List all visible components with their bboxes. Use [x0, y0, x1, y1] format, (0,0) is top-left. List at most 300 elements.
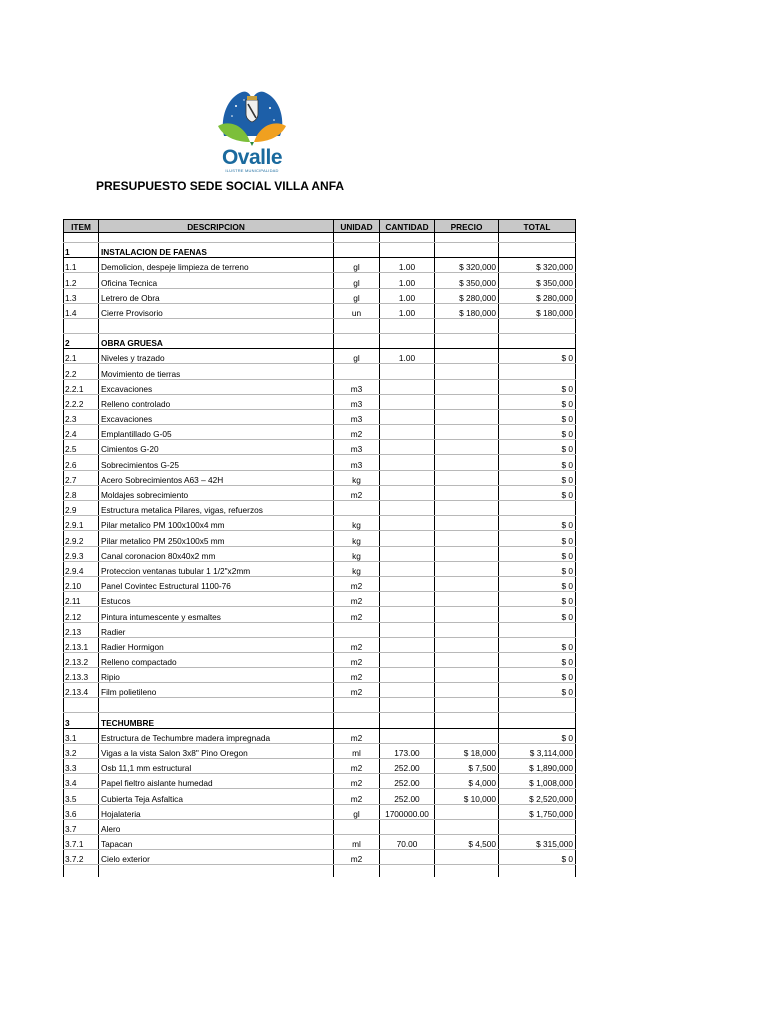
total-cell — [499, 501, 576, 516]
quantity-cell — [380, 440, 435, 455]
price-cell — [435, 440, 499, 455]
description-cell: INSTALACION DE FAENAS — [99, 243, 334, 258]
price-cell: $ 7,500 — [435, 759, 499, 774]
total-cell — [499, 713, 576, 728]
description-cell: Ripio — [99, 668, 334, 683]
unit-cell: m2 — [334, 576, 380, 591]
description-cell: Cierre Provisorio — [99, 303, 334, 318]
price-cell — [435, 485, 499, 500]
quantity-cell — [380, 865, 435, 878]
item-cell — [64, 698, 99, 713]
item-cell: 3.6 — [64, 804, 99, 819]
unit-cell — [334, 364, 380, 379]
unit-cell: kg — [334, 516, 380, 531]
unit-cell: kg — [334, 561, 380, 576]
table-row — [64, 379, 576, 394]
item-cell: 3.1 — [64, 728, 99, 743]
table-row — [64, 743, 576, 758]
total-cell: $ 0 — [499, 652, 576, 667]
unit-cell — [334, 333, 380, 348]
unit-cell: kg — [334, 546, 380, 561]
description-cell: Osb 11,1 mm estructural — [99, 759, 334, 774]
total-cell: $ 0 — [499, 470, 576, 485]
total-cell: $ 0 — [499, 394, 576, 409]
price-cell: $ 4,000 — [435, 774, 499, 789]
price-cell — [435, 683, 499, 698]
table-row — [64, 470, 576, 485]
item-cell: 2.5 — [64, 440, 99, 455]
total-cell: $ 1,890,000 — [499, 759, 576, 774]
item-cell: 2.13.3 — [64, 668, 99, 683]
quantity-cell: 1.00 — [380, 258, 435, 273]
item-cell — [64, 233, 99, 243]
table-row — [64, 652, 576, 667]
description-cell: Relleno controlado — [99, 394, 334, 409]
table-row — [64, 683, 576, 698]
description-cell: Radier Hormigon — [99, 637, 334, 652]
description-cell: Demolicion, despeje limpieza de terreno — [99, 258, 334, 273]
table-row — [64, 804, 576, 819]
unit-cell — [334, 501, 380, 516]
table-row — [64, 288, 576, 303]
table-row — [64, 258, 576, 273]
price-cell — [435, 470, 499, 485]
price-cell — [435, 379, 499, 394]
price-cell — [435, 349, 499, 364]
price-cell — [435, 637, 499, 652]
unit-cell: kg — [334, 531, 380, 546]
total-cell: $ 0 — [499, 531, 576, 546]
item-cell: 1.3 — [64, 288, 99, 303]
item-cell: 2.1 — [64, 349, 99, 364]
unit-cell: m2 — [334, 485, 380, 500]
unit-cell: gl — [334, 804, 380, 819]
item-cell: 2.8 — [64, 485, 99, 500]
description-cell: Acero Sobrecimientos A63 – 42H — [99, 470, 334, 485]
item-cell: 3 — [64, 713, 99, 728]
unit-cell: m2 — [334, 425, 380, 440]
table-row — [64, 834, 576, 849]
total-cell: $ 0 — [499, 607, 576, 622]
table-row — [64, 531, 576, 546]
item-cell — [64, 865, 99, 878]
unit-cell: gl — [334, 258, 380, 273]
table-row — [64, 774, 576, 789]
price-cell — [435, 318, 499, 333]
logo-subtitle: ILUSTRE MUNICIPALIDAD — [225, 168, 279, 173]
price-cell — [435, 622, 499, 637]
description-cell: Niveles y trazado — [99, 349, 334, 364]
unit-cell: kg — [334, 470, 380, 485]
item-cell: 2.10 — [64, 576, 99, 591]
total-cell — [499, 243, 576, 258]
price-cell — [435, 409, 499, 424]
quantity-cell — [380, 728, 435, 743]
item-cell: 3.7.1 — [64, 834, 99, 849]
price-cell — [435, 394, 499, 409]
unit-cell: m2 — [334, 789, 380, 804]
unit-cell — [334, 819, 380, 834]
unit-cell: gl — [334, 273, 380, 288]
item-cell: 2.3 — [64, 409, 99, 424]
total-cell: $ 0 — [499, 516, 576, 531]
unit-cell — [334, 713, 380, 728]
quantity-cell — [380, 561, 435, 576]
column-header-total: TOTAL — [499, 220, 576, 233]
budget-table — [63, 219, 576, 877]
total-cell: $ 280,000 — [499, 288, 576, 303]
total-cell: $ 320,000 — [499, 258, 576, 273]
description-cell: Estructura de Techumbre madera impregnada — [99, 728, 334, 743]
item-cell: 2.2.2 — [64, 394, 99, 409]
total-cell: $ 1,008,000 — [499, 774, 576, 789]
spacer-row — [64, 318, 576, 333]
description-cell: Excavaciones — [99, 409, 334, 424]
unit-cell: m2 — [334, 683, 380, 698]
description-cell: Pilar metalico PM 100x100x4 mm — [99, 516, 334, 531]
price-cell — [435, 713, 499, 728]
quantity-cell: 252.00 — [380, 774, 435, 789]
item-cell: 2.13 — [64, 622, 99, 637]
quantity-cell: 70.00 — [380, 834, 435, 849]
unit-cell — [334, 865, 380, 878]
unit-cell: ml — [334, 743, 380, 758]
item-cell: 3.7.2 — [64, 850, 99, 865]
quantity-cell — [380, 546, 435, 561]
item-cell: 2.4 — [64, 425, 99, 440]
total-cell: $ 0 — [499, 683, 576, 698]
total-cell: $ 0 — [499, 576, 576, 591]
column-header-unit: UNIDAD — [334, 220, 380, 233]
table-row — [64, 349, 576, 364]
quantity-cell — [380, 668, 435, 683]
table-row — [64, 622, 576, 637]
table-row — [64, 364, 576, 379]
price-cell — [435, 546, 499, 561]
total-cell — [499, 622, 576, 637]
price-cell — [435, 698, 499, 713]
price-cell — [435, 531, 499, 546]
total-cell: $ 0 — [499, 485, 576, 500]
quantity-cell — [380, 531, 435, 546]
description-cell: Cielo exterior — [99, 850, 334, 865]
item-cell: 2.11 — [64, 592, 99, 607]
table-row — [64, 546, 576, 561]
column-header-quantity: CANTIDAD — [380, 220, 435, 233]
quantity-cell — [380, 364, 435, 379]
unit-cell — [334, 233, 380, 243]
table-row — [64, 668, 576, 683]
item-cell: 2.9.2 — [64, 531, 99, 546]
table-row — [64, 501, 576, 516]
total-cell — [499, 819, 576, 834]
budget-table-body — [64, 233, 576, 878]
total-cell: $ 2,520,000 — [499, 789, 576, 804]
total-cell: $ 0 — [499, 850, 576, 865]
quantity-cell — [380, 850, 435, 865]
quantity-cell — [380, 501, 435, 516]
quantity-cell — [380, 576, 435, 591]
table-row — [64, 455, 576, 470]
description-cell: Cubierta Teja Asfaltica — [99, 789, 334, 804]
description-cell: Movimiento de tierras — [99, 364, 334, 379]
quantity-cell — [380, 592, 435, 607]
table-row — [64, 759, 576, 774]
total-cell: $ 315,000 — [499, 834, 576, 849]
description-cell: Proteccion ventanas tubular 1 1/2"x2mm — [99, 561, 334, 576]
unit-cell — [334, 243, 380, 258]
item-cell: 3.4 — [64, 774, 99, 789]
unit-cell: m2 — [334, 850, 380, 865]
quantity-cell — [380, 819, 435, 834]
price-cell — [435, 850, 499, 865]
quantity-cell — [380, 333, 435, 348]
item-cell: 2.9.3 — [64, 546, 99, 561]
item-cell: 2.9.4 — [64, 561, 99, 576]
quantity-cell: 1700000.00 — [380, 804, 435, 819]
price-cell: $ 350,000 — [435, 273, 499, 288]
description-cell: Moldajes sobrecimiento — [99, 485, 334, 500]
column-header-item: ITEM — [64, 220, 99, 233]
total-cell: $ 350,000 — [499, 273, 576, 288]
table-row — [64, 394, 576, 409]
price-cell — [435, 668, 499, 683]
total-cell — [499, 233, 576, 243]
unit-cell: m2 — [334, 592, 380, 607]
price-cell: $ 180,000 — [435, 303, 499, 318]
spacer-row — [64, 233, 576, 243]
quantity-cell — [380, 470, 435, 485]
item-cell: 3.3 — [64, 759, 99, 774]
total-cell — [499, 333, 576, 348]
quantity-cell — [380, 622, 435, 637]
total-cell — [499, 318, 576, 333]
item-cell: 2.2 — [64, 364, 99, 379]
quantity-cell — [380, 243, 435, 258]
price-cell — [435, 455, 499, 470]
description-cell: Cimientos G-20 — [99, 440, 334, 455]
table-row — [64, 516, 576, 531]
description-cell: Papel fieltro aislante humedad — [99, 774, 334, 789]
description-cell: Hojalateria — [99, 804, 334, 819]
table-row — [64, 485, 576, 500]
description-cell: Film polietileno — [99, 683, 334, 698]
quantity-cell — [380, 409, 435, 424]
quantity-cell — [380, 425, 435, 440]
item-cell — [64, 318, 99, 333]
description-cell — [99, 233, 334, 243]
spacer-row — [64, 865, 576, 878]
item-cell: 1.1 — [64, 258, 99, 273]
table-row — [64, 819, 576, 834]
total-cell: $ 0 — [499, 455, 576, 470]
total-cell: $ 0 — [499, 592, 576, 607]
description-cell: Oficina Tecnica — [99, 273, 334, 288]
section-row — [64, 713, 576, 728]
description-cell: Estucos — [99, 592, 334, 607]
unit-cell: m2 — [334, 652, 380, 667]
price-cell — [435, 243, 499, 258]
quantity-cell: 1.00 — [380, 303, 435, 318]
price-cell — [435, 333, 499, 348]
price-cell: $ 10,000 — [435, 789, 499, 804]
table-row — [64, 728, 576, 743]
total-cell: $ 0 — [499, 379, 576, 394]
price-cell — [435, 819, 499, 834]
description-cell: Excavaciones — [99, 379, 334, 394]
quantity-cell — [380, 379, 435, 394]
price-cell: $ 18,000 — [435, 743, 499, 758]
quantity-cell — [380, 455, 435, 470]
item-cell: 2.2.1 — [64, 379, 99, 394]
description-cell: Relleno compactado — [99, 652, 334, 667]
total-cell: $ 0 — [499, 637, 576, 652]
unit-cell: gl — [334, 349, 380, 364]
total-cell: $ 0 — [499, 668, 576, 683]
total-cell: $ 0 — [499, 561, 576, 576]
quantity-cell — [380, 652, 435, 667]
table-row — [64, 850, 576, 865]
quantity-cell — [380, 713, 435, 728]
price-cell — [435, 561, 499, 576]
quantity-cell — [380, 683, 435, 698]
price-cell — [435, 865, 499, 878]
unit-cell: m3 — [334, 440, 380, 455]
item-cell: 1 — [64, 243, 99, 258]
description-cell: Letrero de Obra — [99, 288, 334, 303]
item-cell: 2.6 — [64, 455, 99, 470]
price-cell — [435, 607, 499, 622]
item-cell: 3.2 — [64, 743, 99, 758]
total-cell: $ 0 — [499, 409, 576, 424]
price-cell — [435, 728, 499, 743]
total-cell — [499, 865, 576, 878]
unit-cell: m3 — [334, 394, 380, 409]
price-cell — [435, 501, 499, 516]
quantity-cell: 252.00 — [380, 789, 435, 804]
column-header-price: PRECIO — [435, 220, 499, 233]
table-row — [64, 592, 576, 607]
quantity-cell — [380, 637, 435, 652]
description-cell: Pintura intumescente y esmaltes — [99, 607, 334, 622]
description-cell — [99, 698, 334, 713]
table-row — [64, 561, 576, 576]
quantity-cell — [380, 698, 435, 713]
unit-cell: m3 — [334, 409, 380, 424]
description-cell — [99, 865, 334, 878]
price-cell — [435, 576, 499, 591]
description-cell: Canal coronacion 80x40x2 mm — [99, 546, 334, 561]
item-cell: 3.7 — [64, 819, 99, 834]
description-cell: Radier — [99, 622, 334, 637]
unit-cell: gl — [334, 288, 380, 303]
document-title: PRESUPUESTO SEDE SOCIAL VILLA ANFA — [96, 179, 345, 193]
item-cell: 3.5 — [64, 789, 99, 804]
table-row — [64, 303, 576, 318]
quantity-cell: 1.00 — [380, 273, 435, 288]
total-cell: $ 0 — [499, 349, 576, 364]
description-cell: OBRA GRUESA — [99, 333, 334, 348]
item-cell: 2.9 — [64, 501, 99, 516]
quantity-cell — [380, 607, 435, 622]
description-cell: Panel Covintec Estructural 1100-76 — [99, 576, 334, 591]
description-cell: TECHUMBRE — [99, 713, 334, 728]
section-row — [64, 333, 576, 348]
unit-cell: ml — [334, 834, 380, 849]
price-cell — [435, 516, 499, 531]
price-cell — [435, 592, 499, 607]
total-cell: $ 180,000 — [499, 303, 576, 318]
item-cell: 2.7 — [64, 470, 99, 485]
item-cell: 2.12 — [64, 607, 99, 622]
table-row — [64, 789, 576, 804]
price-cell: $ 4,500 — [435, 834, 499, 849]
table-row — [64, 607, 576, 622]
table-row — [64, 273, 576, 288]
total-cell: $ 0 — [499, 546, 576, 561]
unit-cell: un — [334, 303, 380, 318]
column-header-description: DESCRIPCION — [99, 220, 334, 233]
section-row — [64, 243, 576, 258]
item-cell: 2.13.1 — [64, 637, 99, 652]
unit-cell: m2 — [334, 728, 380, 743]
table-row — [64, 637, 576, 652]
item-cell: 2.13.2 — [64, 652, 99, 667]
description-cell — [99, 318, 334, 333]
table-row — [64, 425, 576, 440]
total-cell: $ 1,750,000 — [499, 804, 576, 819]
description-cell: Pilar metalico PM 250x100x5 mm — [99, 531, 334, 546]
spacer-row — [64, 698, 576, 713]
quantity-cell — [380, 233, 435, 243]
item-cell: 1.4 — [64, 303, 99, 318]
price-cell — [435, 652, 499, 667]
quantity-cell: 173.00 — [380, 743, 435, 758]
price-cell: $ 320,000 — [435, 258, 499, 273]
quantity-cell — [380, 394, 435, 409]
description-cell: Sobrecimientos G-25 — [99, 455, 334, 470]
unit-cell: m2 — [334, 668, 380, 683]
total-cell — [499, 698, 576, 713]
price-cell — [435, 364, 499, 379]
description-cell: Tapacan — [99, 834, 334, 849]
price-cell — [435, 233, 499, 243]
total-cell: $ 0 — [499, 425, 576, 440]
total-cell: $ 3,114,000 — [499, 743, 576, 758]
price-cell — [435, 425, 499, 440]
table-row — [64, 576, 576, 591]
item-cell: 2.13.4 — [64, 683, 99, 698]
quantity-cell — [380, 516, 435, 531]
unit-cell — [334, 318, 380, 333]
description-cell: Vigas a la vista Salon 3x8" Pino Oregon — [99, 743, 334, 758]
unit-cell: m2 — [334, 607, 380, 622]
item-cell: 2.9.1 — [64, 516, 99, 531]
unit-cell: m2 — [334, 759, 380, 774]
quantity-cell: 1.00 — [380, 349, 435, 364]
total-cell — [499, 364, 576, 379]
price-cell — [435, 804, 499, 819]
item-cell: 1.2 — [64, 273, 99, 288]
item-cell: 2 — [64, 333, 99, 348]
unit-cell — [334, 622, 380, 637]
quantity-cell — [380, 485, 435, 500]
price-cell: $ 280,000 — [435, 288, 499, 303]
unit-cell: m3 — [334, 379, 380, 394]
quantity-cell: 252.00 — [380, 759, 435, 774]
unit-cell — [334, 698, 380, 713]
quantity-cell: 1.00 — [380, 288, 435, 303]
